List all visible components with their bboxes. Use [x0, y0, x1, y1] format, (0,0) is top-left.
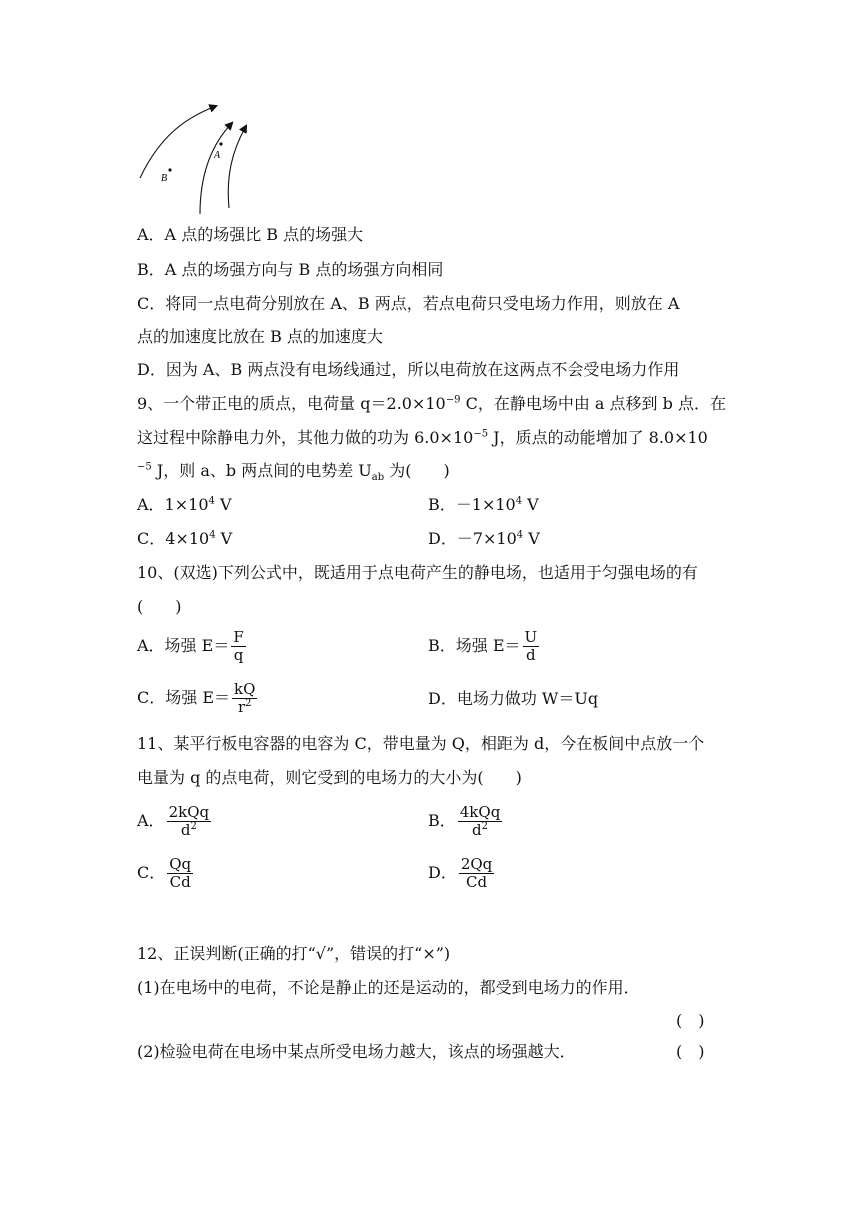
q10-option-a: A．场强 E＝ $\frac{F}{q}$: [137, 628, 244, 664]
q12-statement-1: (1)在电场中的电荷，不论是静止的还是运动的，都受到电场力的作用．: [137, 978, 640, 997]
q11-option-b: B． $\frac{\text{4kQq}}{d^2}$: [428, 803, 501, 839]
point-b-label: B: [161, 173, 168, 184]
q9-stem-line3: $^{-5}$ J，则 a、b 两点间的电势差 $U_{ab}$ 为( ): [137, 461, 450, 484]
q9-option-b: B．$-1\times 10^4$ V: [428, 495, 539, 514]
q9-stem-line1: 9、一个带正电的质点，电荷量 $q=2.0\times 10^{-9}$ C，在静电场中由 a 点移到 b 点．在: [137, 394, 726, 413]
q11-option-d: D． $\frac{2Qq}{Cd}$: [428, 855, 493, 891]
fraction: $\frac{U}{d}$: [524, 628, 538, 664]
fraction: $\frac{\text{2kQq}}{d^2}$: [168, 803, 210, 839]
field-line-1: [140, 106, 216, 178]
q8-option-b: B．A 点的场强方向与 B 点的场强方向相同: [137, 260, 444, 279]
field-line-3: [228, 126, 246, 208]
q10-option-c: C．场强 E＝ $\frac{kQ}{r^2}$: [137, 680, 256, 716]
fraction: $\frac{Qq}{Cd}$: [169, 855, 192, 891]
q10-option-b: B．场强 E＝ $\frac{U}{d}$: [428, 628, 538, 664]
q12-statement-2: (2)检验电荷在电场中某点所受电场力越大，该点的场强越大．: [137, 1042, 576, 1061]
q8-option-a: A．A 点的场强比 B 点的场强大: [137, 225, 364, 244]
field-line-2: [200, 123, 232, 214]
q9-option-c: C．$4\times 10^4$ V: [137, 529, 233, 548]
point-a-dot: [219, 142, 222, 145]
q9-option-a: A．$1\times 10^4$ V: [137, 495, 232, 514]
q9-stem-line2: 这过程中除静电力外，其他力做的功为 $6.0\times 10^{-5}$ J，质点的动能增加了 8.0×10: [137, 428, 708, 447]
q11-option-a: A． $\frac{\text{2kQq}}{d^2}$: [137, 803, 210, 839]
point-a-label: A: [214, 150, 221, 161]
q10-stem-line1: 10、(双选)下列公式中，既适用于点电荷产生的静电场，也适用于匀强电场的有: [137, 563, 698, 582]
q8-option-c-line1: C．将同一点电荷分别放在 A、B 两点，若点电荷只受电场力作用，则放在 A: [137, 294, 680, 313]
q11-stem-line1: 11、某平行板电容器的电容为 C，带电量为 Q，相距为 d，今在板间中点放一个: [137, 734, 705, 753]
fraction: $\frac{\text{4kQq}}{d^2}$: [459, 803, 501, 839]
q10-option-d: D．电场力做功 W＝Uq: [428, 689, 599, 708]
q12-title: 12、正误判断(正确的打“√”，错误的打“×”): [137, 944, 451, 963]
fraction: $\frac{2Qq}{Cd}$: [460, 855, 493, 891]
fraction: $\frac{F}{q}$: [233, 628, 244, 664]
q8-option-c-line2: 点的加速度比放在 B 点的加速度大: [137, 327, 383, 346]
q11-stem-line2: 电量为 q 的点电荷，则它受到的电场力的大小为( ): [137, 768, 522, 787]
q10-stem-line2: ( ): [137, 597, 182, 616]
field-lines-diagram: [130, 96, 260, 216]
q12-answer-paren-1[interactable]: ( ): [676, 1011, 705, 1030]
q11-option-c: C． $\frac{Qq}{Cd}$: [137, 855, 192, 891]
q8-option-d: D．因为 A、B 两点没有电场线通过，所以电荷放在这两点不会受电场力作用: [137, 360, 680, 379]
q12-answer-paren-2[interactable]: ( ): [676, 1042, 705, 1061]
fraction: $\frac{kQ}{r^2}$: [234, 680, 256, 716]
point-b-dot: [168, 168, 171, 171]
q9-option-d: D．$-7\times 10^4$ V: [428, 529, 540, 548]
